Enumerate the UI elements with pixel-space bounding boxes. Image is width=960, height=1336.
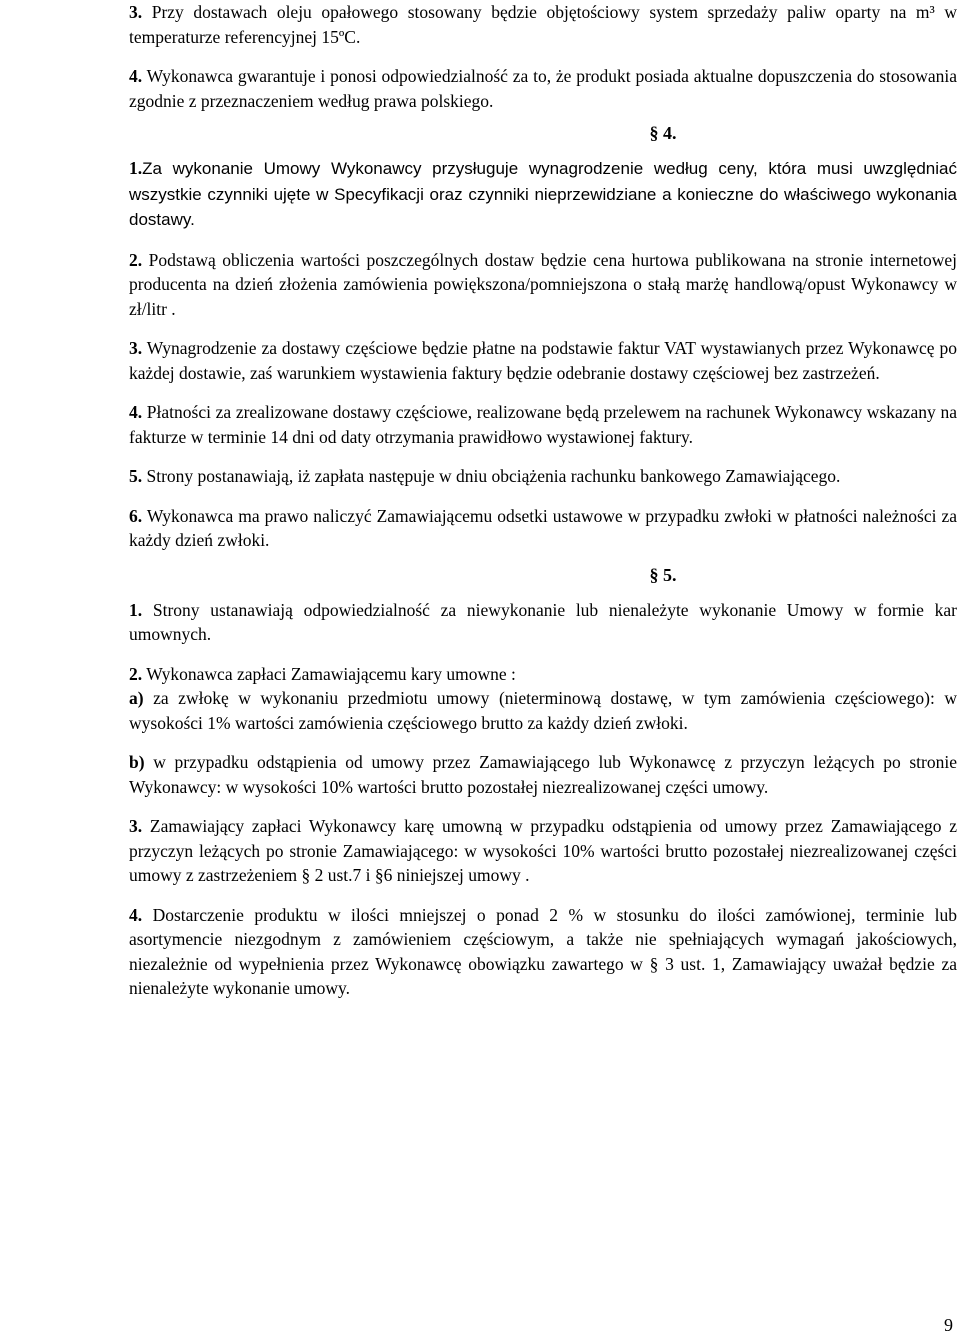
- list-label: b): [129, 752, 145, 772]
- paragraph-top-3: [129, 0, 957, 49]
- paragraph-s5-2: [129, 662, 957, 687]
- paragraph-s4-3: [129, 336, 957, 385]
- paragraph-text: Wykonawca ma prawo naliczyć Zamawiającemu odsetki ustawowe w przypadku zwłoki w płatności należności za każdy dzień zwłoki.: [129, 505, 957, 550]
- paragraph-s5-2a: [129, 686, 957, 735]
- paragraph-text: Strony postanawiają, iż zapłata następuje w dniu obciążenia rachunku bankowego Zamawiającego.: [146, 466, 841, 486]
- paragraph-s5-1: [129, 598, 957, 647]
- paragraph-s5-4: [129, 903, 957, 1001]
- paragraph-number: 3.: [129, 816, 143, 836]
- paragraph-number: 2.: [129, 249, 143, 270]
- paragraph-number: 5.: [129, 466, 143, 486]
- paragraph-s4-1: [129, 156, 957, 233]
- paragraph-top-4: [129, 64, 957, 113]
- paragraph-text: Zamawiający zapłaci Wykonawcy karę umowną w przypadku odstąpienia od umowy przez Zamawiającego z przyczyn leżących po stronie Zamawiającego: w wysokości 10% wartości brutto pozostałej niezrealizowanej części umowy z zastrzeżeniem § 2 ust.7 i §6 niniejszej umowy .: [129, 816, 957, 885]
- paragraph-number: 6.: [129, 505, 143, 526]
- paragraph-number: 4.: [129, 402, 143, 422]
- paragraph-text: za zwłokę w wykonaniu przedmiotu umowy (nieterminową dostawę, w tym zamówienia częściowego): w wysokości 1% wartości zamówienia częściowego brutto za każdy dzień zwłoki.: [129, 688, 957, 733]
- paragraph-text: Za wykonanie Umowy Wykonawcy przysługuje wynagrodzenie według ceny, która musi uwzględniać wszystkie czynniki ujęte w Specyfikacji oraz czynniki nieprzewidziane a konieczne do właściwego wykonania dostawy.: [129, 159, 957, 229]
- paragraph-text: Wykonawca gwarantuje i ponosi odpowiedzialność za to, że produkt posiada aktualne dopuszczenia do stosowania zgodnie z przeznaczeniem według prawa polskiego.: [129, 66, 957, 111]
- paragraph-number: 1.: [129, 158, 143, 178]
- paragraph-text: Płatności za zrealizowane dostawy częściowe, realizowane będą przelewem na rachunek Wykonawcy wskazany na fakturze w terminie 14 dni od daty otrzymania prawidłowo wystawionej faktury.: [129, 402, 957, 447]
- paragraph-number: 3.: [129, 338, 143, 358]
- paragraph-s4-6: [129, 504, 957, 553]
- paragraph-s4-4: [129, 400, 957, 449]
- paragraph-text: Dostarczenie produktu w ilości mniejszej o ponad 2 % w stosunku do ilości zamówionej, terminie lub asortymencie niezgodnym z zamówieniem częściowym, a także nie spełniających wymagań jakościowych, niezależnie od wypełnienia przez Wykonawcę obowiązku zawartego w § 3 ust. 1, Zamawiający uważał będzie za nienależyte wykonanie umowy.: [129, 904, 958, 998]
- paragraph-s4-2: [129, 248, 957, 322]
- paragraph-number: 4.: [129, 66, 143, 86]
- paragraph-number: 3.: [129, 2, 143, 22]
- paragraph-number: 4.: [129, 904, 143, 925]
- list-label: a): [129, 688, 144, 708]
- paragraph-text: Wynagrodzenie za dostawy częściowe będzie płatne na podstawie faktur VAT wystawianych przez Wykonawcę po każdej dostawie, zaś warunkiem wystawienia faktury będzie odebranie dostawy częściowej bez zastrzeżeń.: [129, 338, 957, 383]
- paragraph-number: 2.: [129, 663, 143, 684]
- paragraph-text: Wykonawca zapłaci Zamawiającemu kary umowne :: [146, 663, 516, 684]
- paragraph-text: Strony ustanawiają odpowiedzialność za niewykonanie lub nienależyte wykonanie Umowy w formie kar umownych.: [129, 599, 958, 644]
- section-heading-4: § 4.: [649, 123, 677, 143]
- paragraph-number: 1.: [129, 599, 143, 620]
- page-number: 9: [944, 1315, 953, 1335]
- document-page: [129, 0, 957, 1016]
- section-heading-5: § 5.: [649, 564, 677, 585]
- paragraph-s5-3: [129, 814, 957, 888]
- paragraph-text: Podstawą obliczenia wartości poszczególnych dostaw będzie cena hurtowa publikowana na stronie internetowej producenta na dzień złożenia zamówienia powiększona/pomniejszona o stałą marżę handlową/opust Wykonawcy w zł/litr .: [129, 249, 957, 319]
- paragraph-text: w przypadku odstąpienia od umowy przez Zamawiającego lub Wykonawcę z przyczyn leżących po stronie Wykonawcy: w wysokości 10% wartości brutto pozostałej niezrealizowanej części umowy.: [129, 752, 957, 797]
- paragraph-s4-5: [129, 464, 957, 489]
- paragraph-text: Przy dostawach oleju opałowego stosowany będzie objętościowy system sprzedaży paliw oparty na m³ w temperaturze referencyjnej 15ºC.: [129, 2, 958, 47]
- paragraph-s5-2b: [129, 750, 957, 799]
